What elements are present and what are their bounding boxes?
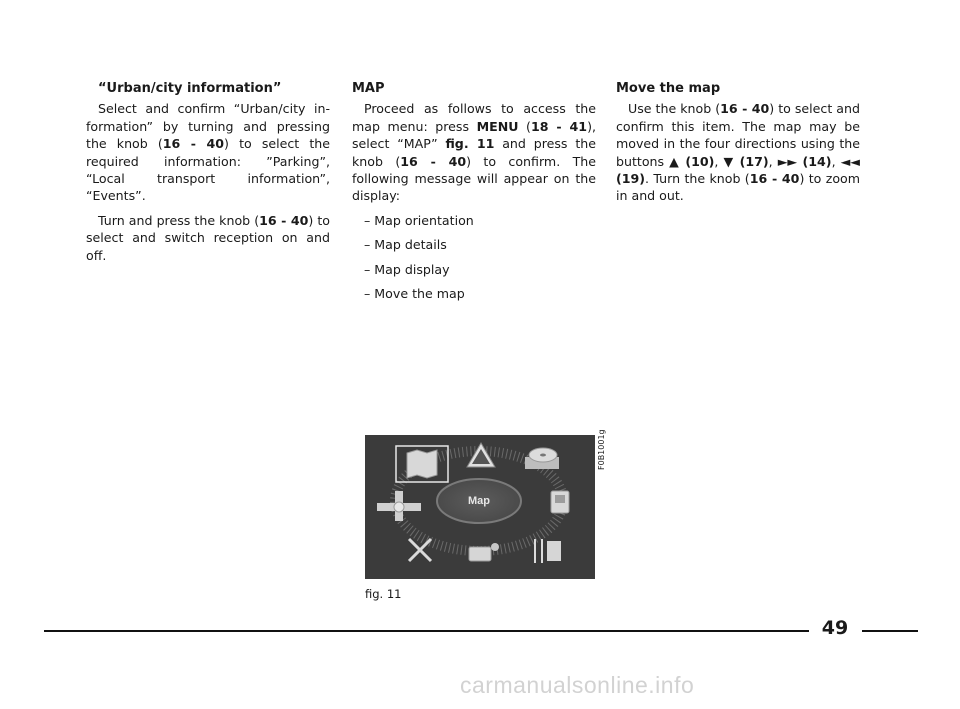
watermark: carmanualsonline.info (460, 672, 695, 698)
urban-city-paragraph-1: Select and confirm “Urban/city information” by turning and pressing the knob (16 - 40) to select the required information: ”Parking”, “Local transport information”, “Events”. (86, 101, 331, 204)
figure-center-label: Map (468, 495, 490, 507)
footer-rule-right (862, 630, 918, 632)
move-map-heading: Move the map (616, 81, 721, 96)
map-paragraph-1: Proceed as follows to access the map menu: press MENU (18 - 41), select “MAP” fig. 11 and press the knob (16 - 40) to confirm. The following message will appear on the display: (352, 101, 597, 204)
list-item: – Move the map (364, 286, 465, 302)
list-item: – Map display (364, 261, 450, 277)
navigation-menu-figure (365, 435, 595, 579)
page-number: 49 (821, 617, 849, 639)
move-map-paragraph: Use the knob (16 - 40) to select and confirm this item. The map may be moved in the four directions using the buttons ▲ (10), ▼ (17), ►► (14), ◄◄ (19). Turn the knob (16 - 40) to zoom in and out. (616, 101, 860, 204)
column-map (352, 80, 596, 309)
card-icon (551, 491, 569, 513)
list-item: – Map orientation (364, 212, 474, 228)
column-move-map (616, 80, 860, 212)
figure-code: F0B1001g (597, 429, 606, 470)
navigation-menu-illustration (365, 435, 595, 579)
urban-city-heading: “Urban/city information” (98, 81, 282, 96)
map-heading: MAP (352, 81, 385, 96)
figure-caption: fig. 11 (365, 587, 402, 601)
column-urban-city (86, 80, 330, 271)
urban-city-paragraph-2: Turn and press the knob (16 - 40) to select and switch reception on and off. (86, 212, 331, 263)
list-item: – Map details (364, 237, 447, 253)
map-menu-list (352, 212, 596, 303)
footer-rule-left (44, 630, 809, 632)
